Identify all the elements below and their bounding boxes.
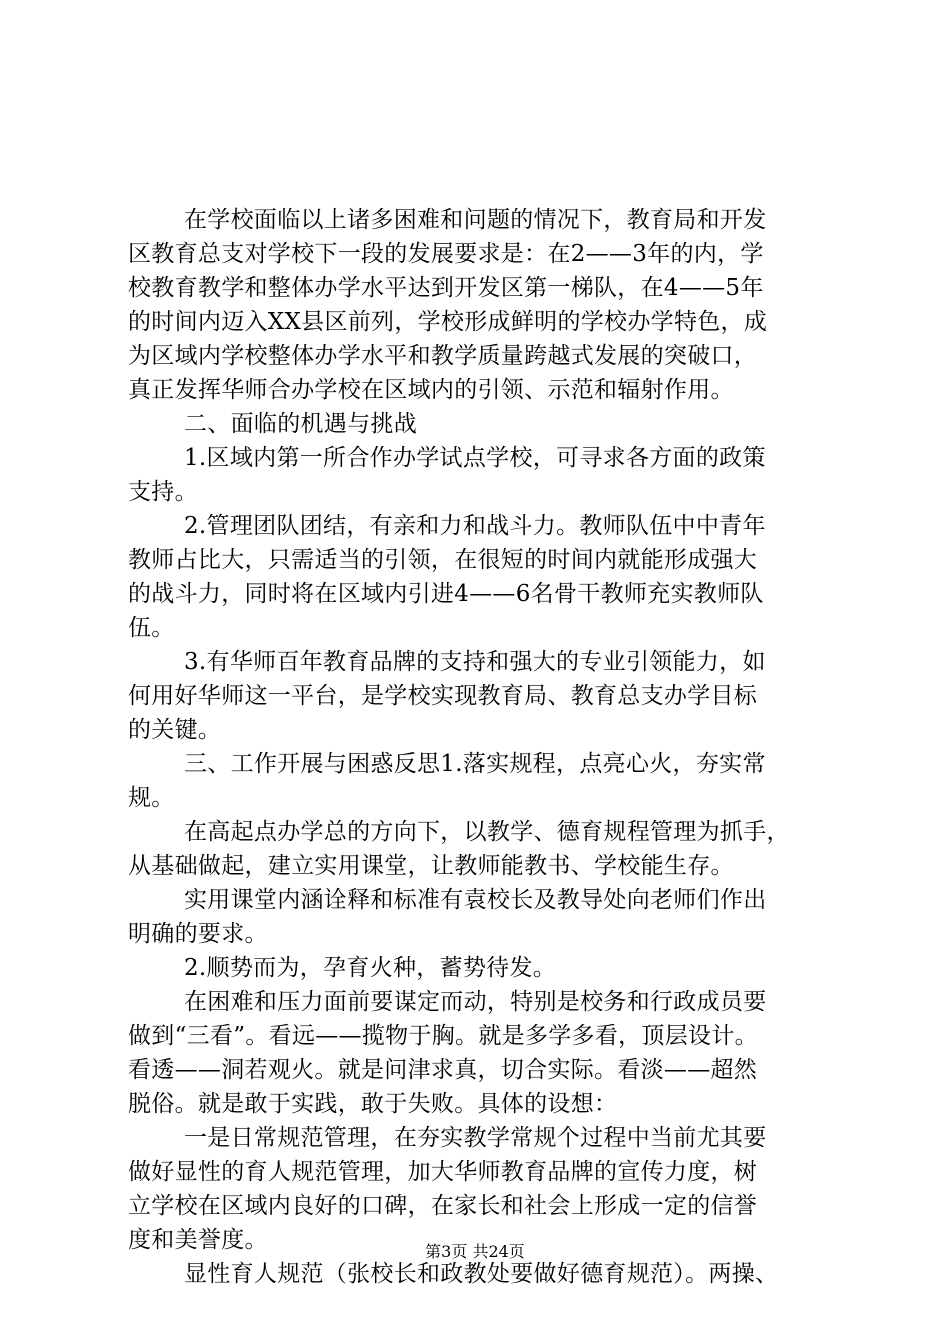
text-line: 在学校面临以上诸多困难和问题的情况下，教育局和开发: [184, 207, 767, 233]
text-line: 做到“三看”。看远——揽物于胸。就是多学多看，顶层设计。: [128, 1023, 758, 1049]
text-line: 显性育人规范（张校长和政教处要做好德育规范）。两操、: [184, 1261, 779, 1287]
text-line: 2.管理团队团结，有亲和力和战斗力。教师队伍中中青年: [184, 513, 766, 539]
text-line: 教师占比大，只需适当的引领，在很短的时间内就能形成强大: [128, 547, 758, 573]
text-line: 区教育总支对学校下一段的发展要求是：在2——3年的内，学: [128, 241, 764, 267]
page-footer: 第3页 共24页: [425, 1242, 525, 1261]
text-line: 在困难和压力面前要谋定而动，特别是校务和行政成员要: [184, 989, 767, 1015]
text-line: 实用课堂内涵诠释和标准有袁校长及教导处向老师们作出: [184, 887, 767, 913]
text-line: 脱俗。就是敢于实践，敢于失败。具体的设想：: [128, 1091, 618, 1117]
text-line: 何用好华师这一平台，是学校实现教育局、教育总支办学目标: [128, 683, 758, 709]
text-line: 2.顺势而为，孕育火种，蓄势待发。: [184, 955, 557, 981]
text-line: 为区域内学校整体办学水平和教学质量跨越式发展的突破口，: [128, 343, 758, 369]
text-line: 的关键。: [128, 717, 222, 743]
text-line: 三、工作开展与困惑反思1.落实规程，点亮心火，夯实常: [184, 751, 766, 777]
text-line: 在高起点办学总的方向下，以教学、德育规程管理为抓手，: [184, 819, 790, 845]
text-line: 看透——洞若观火。就是问津求真，切合实际。看淡——超然: [128, 1057, 758, 1083]
text-line: 度和美誉度。: [128, 1227, 268, 1253]
text-line: 明确的要求。: [128, 921, 268, 947]
text-line: 从基础做起，建立实用课堂，让教师能教书、学校能生存。: [128, 853, 734, 879]
text-line: 的时间内迈入XX县区前列，学校形成鲜明的学校办学特色，成: [128, 309, 768, 335]
text-line: 真正发挥华师合办学校在区域内的引领、示范和辐射作用。: [128, 377, 734, 403]
text-line: 伍。: [128, 615, 175, 641]
text-line: 1.区域内第一所合作办学试点学校，可寻求各方面的政策: [184, 445, 766, 471]
body-text: [128, 203, 840, 1291]
text-line: 一是日常规范管理，在夯实教学常规个过程中当前尤其要: [184, 1125, 767, 1151]
text-line: 二、面临的机遇与挑战: [184, 411, 417, 437]
text-line: 支持。: [128, 479, 198, 505]
text-line: 立学校在区域内良好的口碑，在家长和社会上形成一定的信誉: [128, 1193, 758, 1219]
text-line: 的战斗力，同时将在区域内引进4——6名骨干教师充实教师队: [128, 581, 764, 607]
text-line: 3.有华师百年教育品牌的支持和强大的专业引领能力，如: [184, 649, 766, 675]
text-line: 规。: [128, 785, 175, 811]
text-line: 校教育教学和整体办学水平达到开发区第一梯队，在4——5年: [128, 275, 764, 301]
text-line: 做好显性的育人规范管理，加大华师教育品牌的宣传力度，树: [128, 1159, 758, 1185]
